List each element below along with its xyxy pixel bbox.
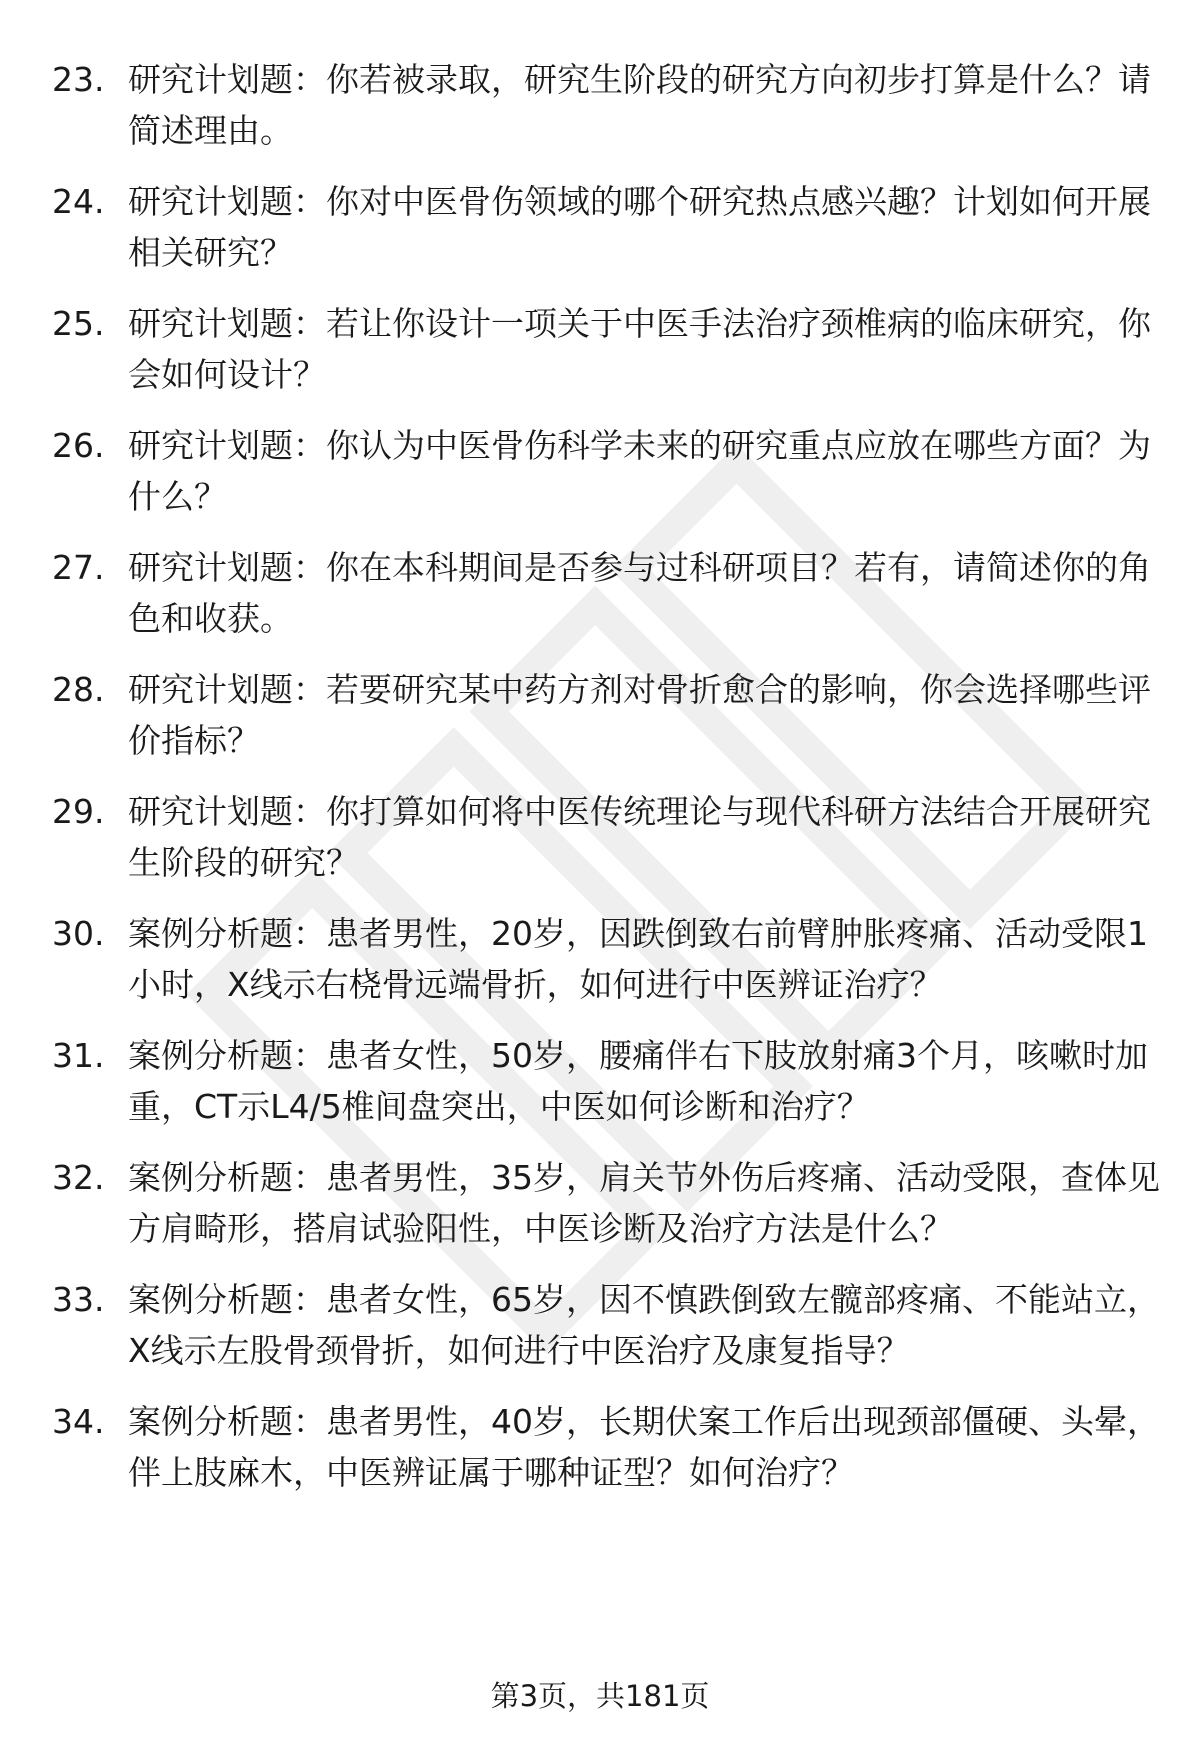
question-number: 29. xyxy=(52,792,105,831)
question-text: 研究计划题：你打算如何将中医传统理论与现代科研方法结合开展研究生阶段的研究？ xyxy=(128,792,1151,882)
question-item xyxy=(52,1152,1162,1274)
question-text: 研究计划题：你对中医骨伤领域的哪个研究热点感兴趣？计划如何开展相关研究？ xyxy=(128,182,1151,272)
question-text: 研究计划题：若让你设计一项关于中医手法治疗颈椎病的临床研究，你会如何设计？ xyxy=(128,304,1151,394)
question-text: 研究计划题：你认为中医骨伤科学未来的研究重点应放在哪些方面？为什么？ xyxy=(128,426,1151,516)
question-item xyxy=(52,298,1162,420)
question-item xyxy=(52,664,1162,786)
question-text: 案例分析题：患者男性，40岁，长期伏案工作后出现颈部僵硬、头晕，伴上肢麻木，中医辨证属于哪种证型？如何治疗？ xyxy=(128,1402,1160,1492)
question-item xyxy=(52,542,1162,664)
question-text: 研究计划题：你在本科期间是否参与过科研项目？若有，请简述你的角色和收获。 xyxy=(128,548,1151,638)
question-item xyxy=(52,1030,1162,1152)
question-item xyxy=(52,1274,1162,1396)
question-item xyxy=(52,54,1162,176)
question-number: 34. xyxy=(52,1402,105,1441)
question-number: 23. xyxy=(52,60,105,99)
question-item xyxy=(52,176,1162,298)
page-footer: 第3页，共181页 xyxy=(490,1679,710,1713)
question-item xyxy=(52,1396,1162,1518)
question-item xyxy=(52,420,1162,542)
question-number: 26. xyxy=(52,426,105,465)
question-text: 研究计划题：若要研究某中药方剂对骨折愈合的影响，你会选择哪些评价指标？ xyxy=(128,670,1151,760)
question-number: 28. xyxy=(52,670,105,709)
question-number: 30. xyxy=(52,914,105,953)
question-text: 案例分析题：患者男性，20岁，因跌倒致右前臂肿胀疼痛、活动受限1小时，X线示右桡骨远端骨折，如何进行中医辨证治疗？ xyxy=(128,914,1148,1004)
question-number: 32. xyxy=(52,1158,105,1197)
question-number: 27. xyxy=(52,548,105,587)
question-item xyxy=(52,908,1162,1030)
question-number: 25. xyxy=(52,304,105,343)
question-list xyxy=(52,54,1162,1518)
question-number: 24. xyxy=(52,182,105,221)
question-number: 31. xyxy=(52,1036,105,1075)
question-text: 案例分析题：患者男性，35岁，肩关节外伤后疼痛、活动受限，查体见方肩畸形，搭肩试验阳性，中医诊断及治疗方法是什么？ xyxy=(128,1158,1160,1248)
question-text: 研究计划题：你若被录取，研究生阶段的研究方向初步打算是什么？请简述理由。 xyxy=(128,60,1151,150)
question-item xyxy=(52,786,1162,908)
question-text: 案例分析题：患者女性，50岁，腰痛伴右下肢放射痛3个月，咳嗽时加重，CT示L4/5椎间盘突出，中医如何诊断和治疗？ xyxy=(128,1036,1148,1126)
question-number: 33. xyxy=(52,1280,105,1319)
question-text: 案例分析题：患者女性，65岁，因不慎跌倒致左髋部疼痛、不能站立，X线示左股骨颈骨折，如何进行中医治疗及康复指导？ xyxy=(128,1280,1160,1370)
